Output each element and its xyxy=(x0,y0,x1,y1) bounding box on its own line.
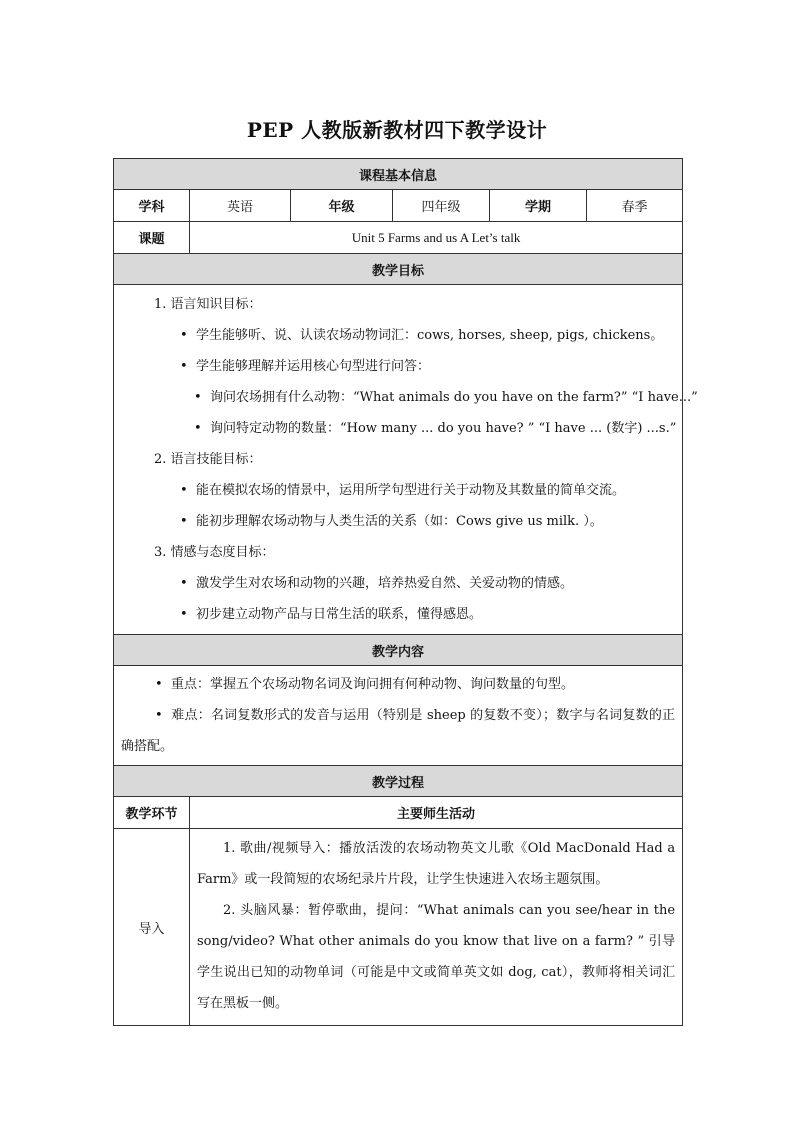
bullet-icon: • xyxy=(180,328,188,343)
key-point-text: 重点：掌握五个农场动物名词及询问拥有何种动物、询问数量的句型。 xyxy=(171,677,575,692)
objective-text: 激发学生对农场和动物的兴趣，培养热爱自然、关爱动物的情感。 xyxy=(196,576,574,591)
objective-text: 能在模拟农场的情景中，运用所学句型进行关于动物及其数量的简单交流。 xyxy=(196,483,626,498)
objective-text: 学生能够听、说、认读农场动物词汇：cows, horses, sheep, pigs, chickens。 xyxy=(196,328,664,343)
objective-line xyxy=(120,506,676,537)
term-label: 学期 xyxy=(490,190,587,222)
document-title: PEP 人教版新教材四下教学设计 xyxy=(246,118,548,142)
objectives-list xyxy=(120,289,698,630)
activity-column-header: 主要师生活动 xyxy=(190,797,683,829)
objectives-body xyxy=(114,285,698,635)
stage-column-header: 教学环节 xyxy=(114,797,190,829)
bullet-icon: • xyxy=(180,576,188,591)
objective-text: 学生能够理解并运用核心句型进行问答： xyxy=(196,359,431,374)
lesson-plan-table xyxy=(113,158,698,1026)
grade-label: 年级 xyxy=(291,190,393,222)
objective-line xyxy=(120,382,698,413)
objective-text: 询问农场拥有什么动物：“What animals do you have on the farm?” “I have...” xyxy=(210,390,698,405)
objective-line xyxy=(120,289,676,320)
objective-text: 初步建立动物产品与日常生活的联系，懂得感恩。 xyxy=(196,607,483,622)
grade-value: 四年级 xyxy=(393,190,490,222)
bullet-icon: • xyxy=(194,421,202,436)
content-body xyxy=(114,666,683,766)
objective-line xyxy=(120,444,676,475)
activity-paragraph-text: 1. 歌曲/视频导入：播放活泼的农场动物英文儿歌《Old MacDonald Had a Farm》或一段简短的农场纪录片片段，让学生快速进入农场主题氛围。 xyxy=(197,841,676,887)
objective-line xyxy=(120,320,676,351)
process-header: 教学过程 xyxy=(114,766,683,797)
topic-value: Unit 5 Farms and us A Let’s talk xyxy=(190,222,683,254)
objective-line xyxy=(120,351,676,382)
activity-cell xyxy=(190,829,683,1026)
objective-line xyxy=(120,537,676,568)
objective-line xyxy=(120,413,676,444)
subject-value: 英语 xyxy=(190,190,291,222)
difficult-point xyxy=(121,700,675,762)
bullet-icon: • xyxy=(180,514,188,529)
activity-paragraph xyxy=(197,833,675,895)
bullet-icon: • xyxy=(194,390,202,405)
bullet-icon: • xyxy=(180,359,188,374)
objective-line xyxy=(120,475,676,506)
term-value: 春季 xyxy=(587,190,683,222)
difficult-point-text: 难点：名词复数形式的发音与运用（特别是 sheep 的复数不变）；数字与名词复数的正确搭配。 xyxy=(121,708,676,754)
bullet-icon: • xyxy=(155,677,163,692)
bullet-icon: • xyxy=(180,483,188,498)
subject-label: 学科 xyxy=(114,190,190,222)
activity-paragraph-text: 2. 头脑风暴：暂停歌曲，提问：“What animals can you see/hear in the song/video? What other animals do you know that live on a farm? ” 引导学生说出已知的动物单词（可能是中文或简单英文如 dog, cat），教师将相关词汇写在黑板一侧。 xyxy=(197,903,676,1011)
objective-text: 3. 情感与态度目标： xyxy=(154,545,275,560)
objectives-header: 教学目标 xyxy=(114,254,683,285)
objective-text: 能初步理解农场动物与人类生活的关系（如：Cows give us milk. ）。 xyxy=(196,514,603,529)
objective-line xyxy=(120,568,676,599)
objective-text: 询问特定动物的数量：“How many ... do you have? ” “I have ... (数字) ...s.” xyxy=(210,421,677,436)
key-point xyxy=(121,669,675,700)
objective-line xyxy=(120,599,676,630)
bullet-icon: • xyxy=(155,708,163,723)
activity-paragraph xyxy=(197,895,675,1019)
stage-cell: 导入 xyxy=(114,829,190,1026)
content-header: 教学内容 xyxy=(114,635,683,666)
objective-text: 2. 语言技能目标： xyxy=(154,452,262,467)
basic-info-header: 课程基本信息 xyxy=(114,159,683,190)
objective-text: 1. 语言知识目标： xyxy=(154,297,262,312)
topic-label: 课题 xyxy=(114,222,190,254)
bullet-icon: • xyxy=(180,607,188,622)
